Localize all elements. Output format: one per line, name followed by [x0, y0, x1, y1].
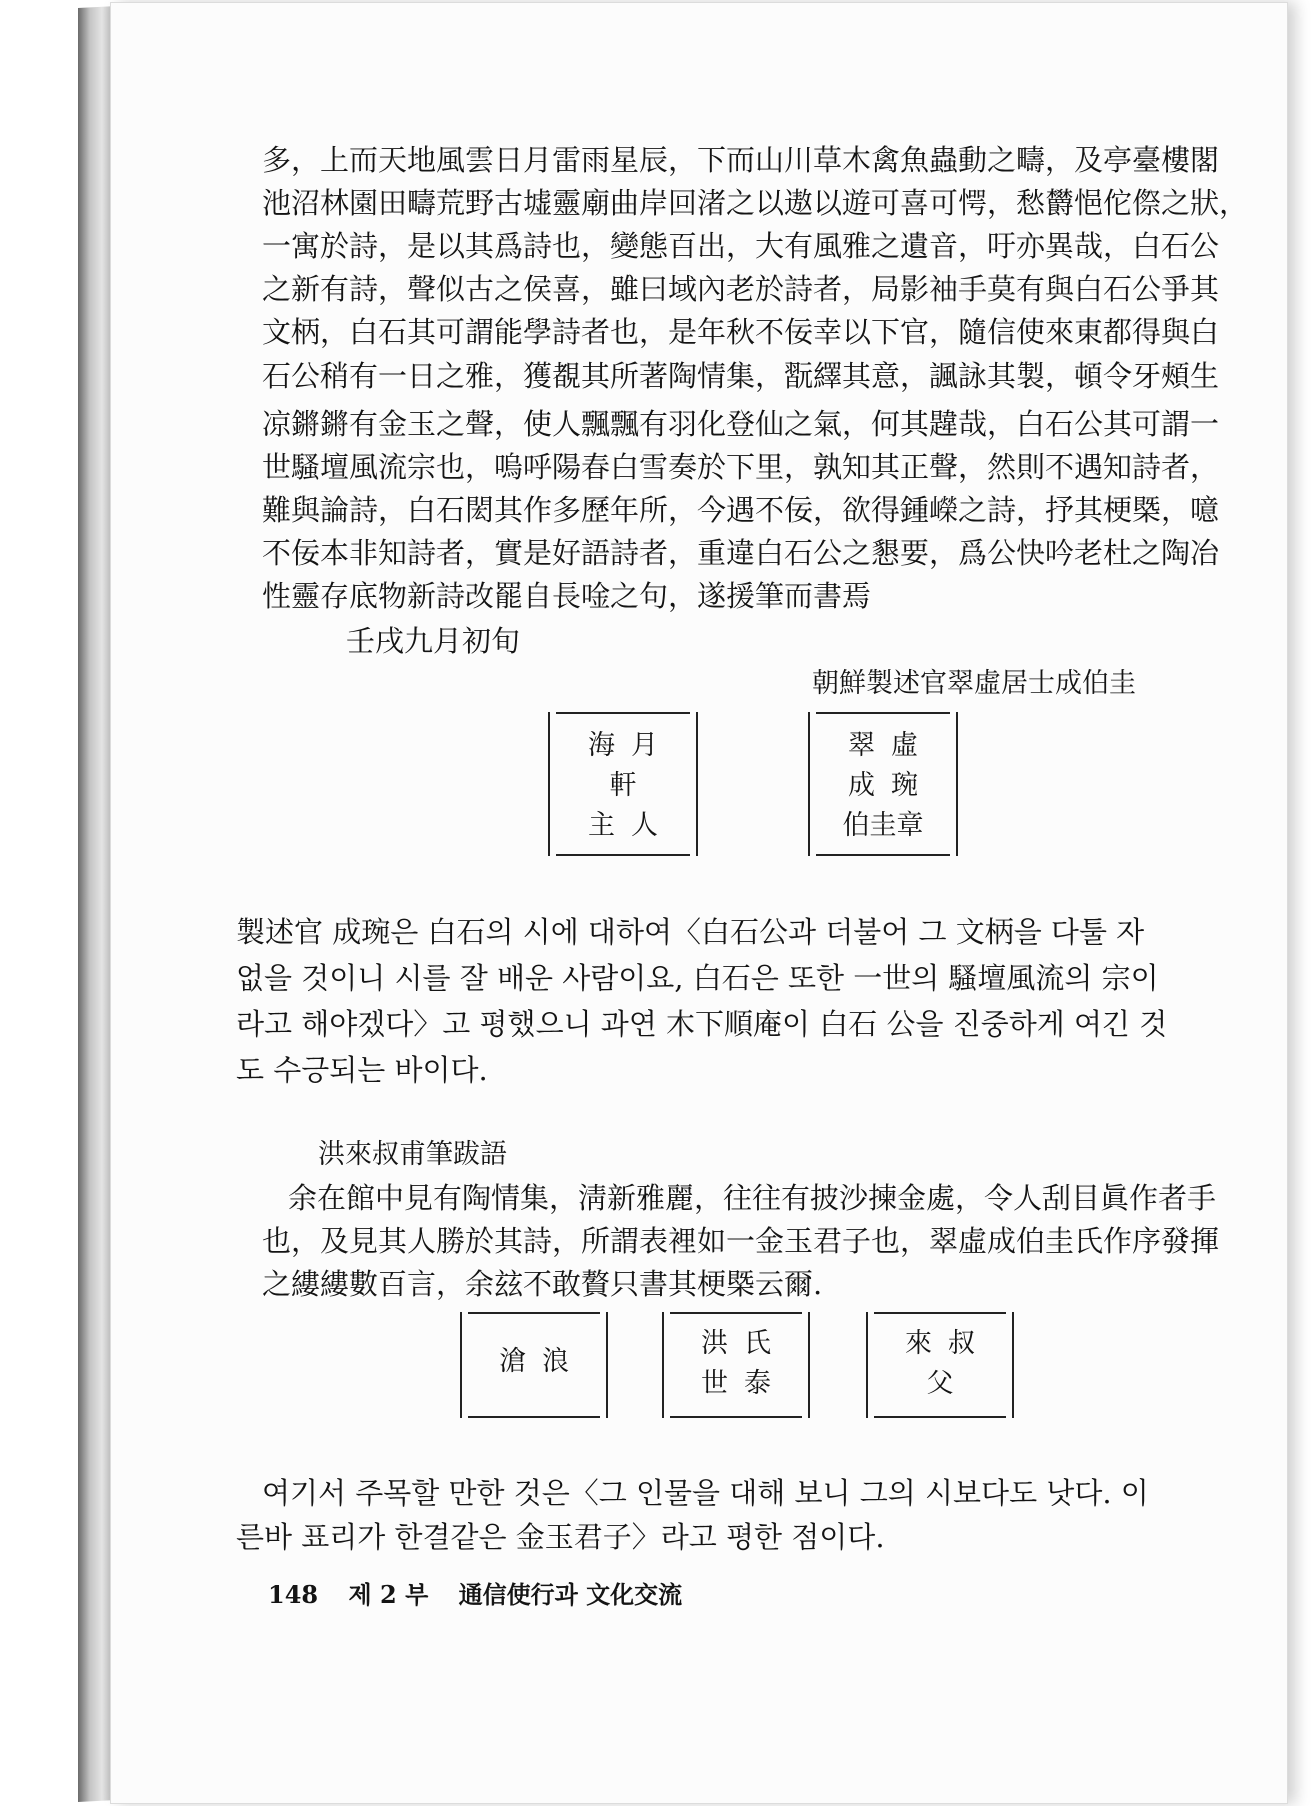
book-page-edge — [78, 6, 112, 1802]
preface-line: 多，上而天地風雲日月雷雨星辰，下而山川草木禽魚蟲動之疇，及亭臺樓閣 — [262, 143, 1220, 177]
preface-line: 性靈存底物新詩改罷自長唫之句，遂援筆而書焉 — [262, 579, 872, 613]
preface-line: 一寓於詩，是以其爲詩也，變態百出，大有風雅之遺音，吁亦異哉，白石公 — [262, 229, 1220, 263]
preface-line: 之新有詩，聲似古之侯喜，雖曰域內老於詩者，局影袖手莫有與白石公爭其 — [262, 272, 1220, 306]
commentary-line: 없을 것이니 시를 잘 배운 사람이요, 白石은 또한 一世의 騷壇風流의 宗이 — [236, 961, 1159, 995]
commentary-line: 라고 해야겠다〉고 평했으니 과연 木下順庵이 白石 公을 진중하게 여긴 것 — [236, 1007, 1168, 1041]
commentary-line: 른바 표리가 한결같은 金玉君子〉라고 평한 점이다. — [236, 1520, 885, 1554]
page-footer — [268, 1578, 704, 1612]
preface-line: 石公稍有一日之雅，獲覩其所著陶情集，翫繹其意，諷詠其製，頓令牙頰生 — [262, 359, 1220, 393]
seal-text: 世泰 — [701, 1368, 787, 1399]
preface-line: 世騷壇風流宗也，嗚呼陽春白雪奏於下里，孰知其正聲，然則不遇知詩者， — [262, 450, 1220, 484]
seal-haewolheon — [548, 712, 698, 856]
part-title: 通信使行과 文化交流 — [458, 1580, 683, 1609]
preface-line: 難與論詩，白石閎其作多歷年所，今遇不佞，欲得鍾嶸之詩，抒其梗槩，噫 — [262, 493, 1220, 527]
signature-line: 朝鮮製述官翠虛居士成伯圭 — [812, 668, 1136, 699]
seal-changnang — [460, 1312, 608, 1418]
commentary-line: 製述官 成琬은 白石의 시에 대하여〈白石公과 더불어 그 文柄을 다툴 자 — [236, 915, 1145, 949]
postscript-line: 余在館中見有陶情集，淸新雅麗，往往有披沙揀金處，令人刮目眞作者手 — [288, 1181, 1217, 1215]
preface-line: 凉鏘鏘有金玉之聲，使人飄飄有羽化登仙之氣，何其韙哉，白石公其可謂一 — [262, 407, 1220, 441]
postscript-line: 之縷縷數百言，余玆不敢贅只書其梗槩云爾. — [262, 1267, 823, 1301]
page-number: 148 — [268, 1580, 319, 1609]
seal-text: 洪氏 — [701, 1328, 787, 1359]
seal-text: 翠虛 — [848, 730, 934, 761]
seal-text: 海月 — [588, 730, 674, 761]
seal-hongsetae — [662, 1312, 810, 1418]
seal-chwiheo — [808, 712, 958, 856]
preface-line: 池沼林園田疇荒野古墟靈廟曲岸回渚之以遨以遊可喜可愕，愁欝悒佗傺之狀， — [262, 186, 1249, 220]
seal-text: 成琬 — [848, 770, 934, 801]
preface-line: 文柄，白石其可謂能學詩者也，是年秋不佞幸以下官，隨信使來東都得與白 — [262, 315, 1220, 349]
postscript-title: 洪來叔甫筆跋語 — [318, 1139, 507, 1170]
preface-line: 不佞本非知詩者，實是好語詩者，重違白石公之懇要，爲公快吟老杜之陶冶 — [262, 536, 1220, 570]
seal-text: 軒 — [609, 770, 637, 801]
postscript-line: 也，及見其人勝於其詩，所謂表裡如一金玉君子也，翠虛成伯圭氏作序發揮 — [262, 1224, 1220, 1258]
seal-text: 伯圭章 — [842, 810, 924, 841]
seal-text: 來叔 — [905, 1328, 991, 1359]
date-line: 壬戌九月初旬 — [346, 624, 521, 658]
commentary-line: 여기서 주목할 만한 것은〈그 인물을 대해 보니 그의 시보다도 낫다. 이 — [262, 1476, 1149, 1510]
commentary-line: 도 수긍되는 바이다. — [236, 1053, 488, 1087]
seal-naesuk — [866, 1312, 1014, 1418]
seal-text: 父 — [926, 1368, 954, 1399]
part-label: 제 2 부 — [348, 1580, 429, 1609]
seal-text: 滄浪 — [499, 1346, 585, 1377]
seal-text: 主人 — [588, 810, 674, 841]
